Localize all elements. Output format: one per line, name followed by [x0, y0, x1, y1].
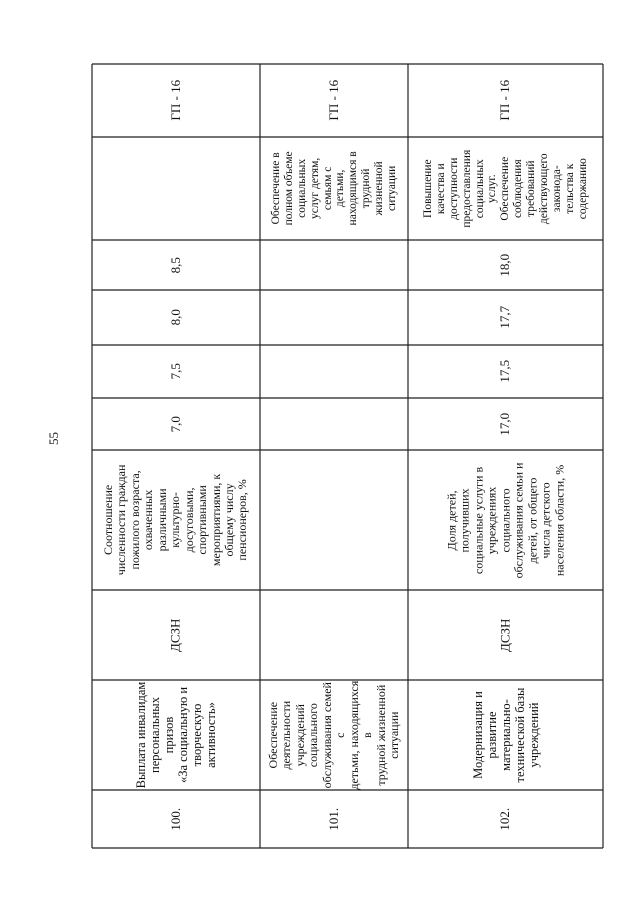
value-year-1: 17,0: [497, 412, 513, 436]
row-number: 102.: [497, 807, 513, 831]
program-code: ГП - 16: [325, 80, 341, 121]
value-year-4: 18,0: [497, 253, 513, 277]
result-cell: [92, 137, 260, 240]
event-name-cell: [92, 680, 260, 790]
value-cell: [92, 398, 260, 450]
event-name: Выплата инвалидам персональных призов «За социальную и творческую активность»: [134, 681, 218, 789]
value-year-2: 17,5: [497, 360, 513, 383]
result-cell: [408, 137, 603, 240]
event-name-cell: [260, 680, 408, 790]
indicator-text: Соотношение численности граждан пожилого возраста, охваченных различными культурно- досуговыми, спортивными мероприятиями, к общему числу пенсионеров, %: [101, 464, 250, 576]
program-cell: [92, 64, 260, 137]
value-cell: [408, 398, 603, 450]
indicator-cell: [92, 450, 260, 590]
program-code: ГП - 16: [167, 80, 183, 121]
program-code: ГП - 16: [497, 80, 513, 121]
executor: ДСЗН: [497, 618, 513, 652]
row-number-cell: [92, 790, 260, 848]
value-cell: [408, 345, 603, 398]
result-cell: [260, 137, 408, 240]
value-cell: [92, 240, 260, 290]
program-cell: [408, 64, 603, 137]
executor-cell: [92, 590, 260, 680]
row-number-cell: [260, 790, 408, 848]
row-number-cell: [408, 790, 603, 848]
row-number: 100.: [167, 807, 183, 831]
executor: ДСЗН: [167, 618, 183, 652]
row-number: 101.: [325, 807, 341, 831]
indicator-cell: [408, 450, 603, 590]
program-cell: [260, 64, 408, 137]
value-cell: [408, 240, 603, 290]
value-year-1: 7,0: [167, 415, 183, 433]
event-name-cell: [408, 680, 603, 790]
value-year-2: 7,5: [167, 363, 183, 380]
value-cell: [92, 345, 260, 398]
value-cell: [408, 290, 603, 345]
value-cell: [92, 290, 260, 345]
value-year-4: 8,5: [167, 256, 183, 274]
indicator-text: Доля детей, получивших социальные услуги в учреждениях социального обслуживания семьи и детей, от общего числа детского населения области, %: [444, 462, 566, 578]
value-year-3: 17,7: [497, 306, 513, 329]
expected-result: Обеспечение в полном объеме социальных услуг детям, семьям с детьми, находящимся в трудной жизненной ситуации: [269, 151, 398, 226]
event-name: Модернизация и развитие материально- технической базы учреждений: [470, 687, 541, 783]
page-number: 55: [46, 432, 61, 445]
event-name: Обеспечение деятельности учреждений социального обслуживания семей с детьми, находящихся в трудной жизненной ситуации: [265, 680, 401, 790]
value-year-3: 8,0: [167, 309, 183, 326]
executor-cell: [408, 590, 603, 680]
expected-result: Повышение качества и доступности предоставления социальных услуг. Обеспечение соблюдения требований действующего законода- тельства к содержанию: [421, 149, 589, 228]
